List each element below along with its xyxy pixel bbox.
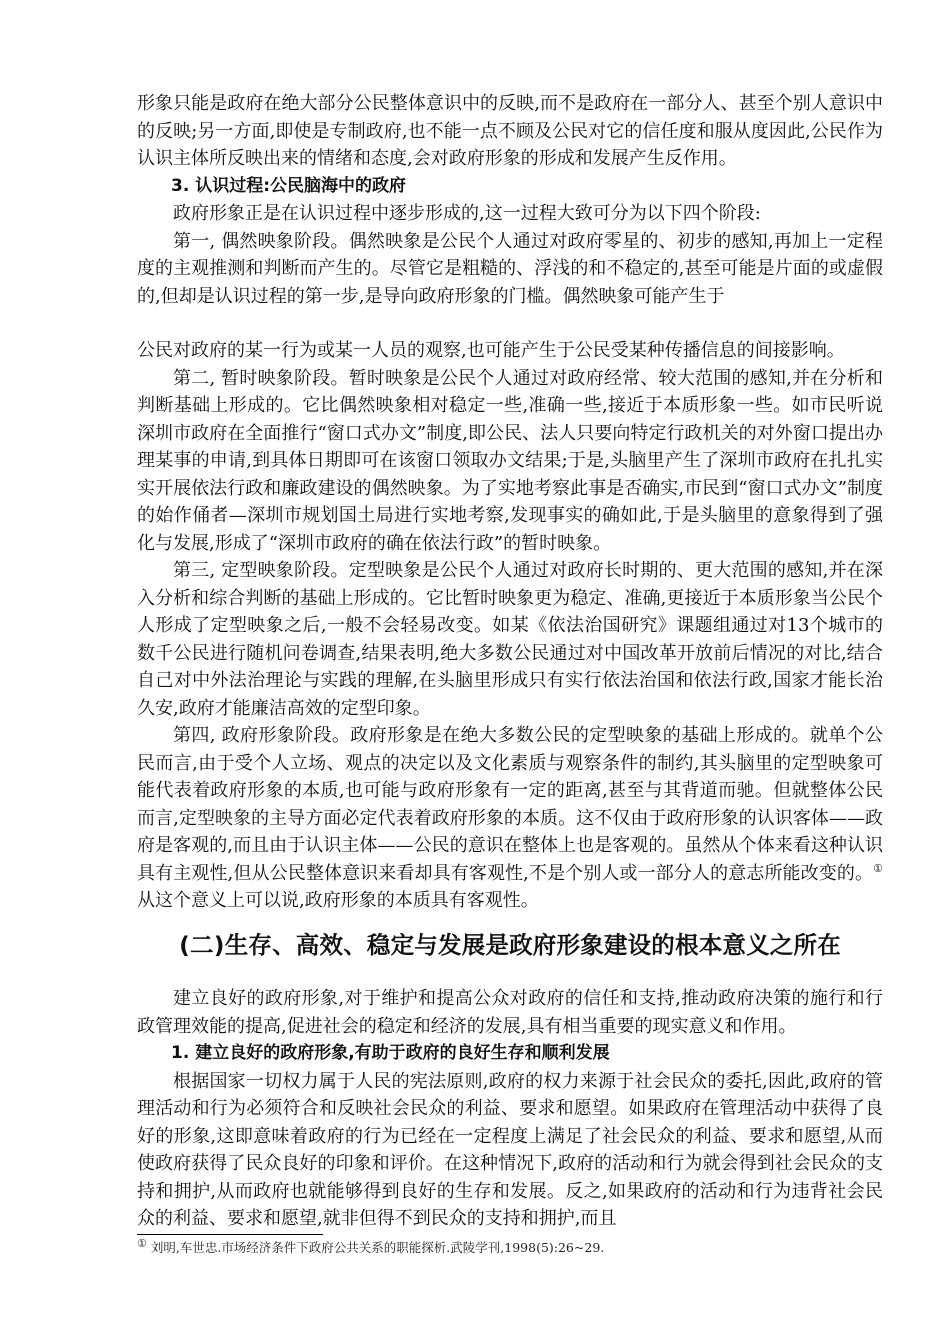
stage-4-text-end: 从这个意义上可以说,政府形象的本质具有客观性。	[137, 890, 539, 911]
middle-text-block	[137, 337, 883, 915]
upper-text-block	[137, 90, 883, 310]
section-heading-block	[137, 932, 883, 960]
section-heading: (二)生存、高效、稳定与发展是政府形象建设的根本意义之所在	[179, 931, 841, 959]
footnote-text: 刘明,车世忠.市场经济条件下政府公共关系的职能探析.武陵学刊,1998(5):26~29.	[150, 1240, 605, 1255]
paragraph-section-intro: 建立良好的政府形象,对于维护和提高公众对政府的信任和支持,推动政府决策的施行和行政管理效能的提高,促进社会的稳定和经济的发展,具有相当重要的现实意义和作用。	[137, 988, 883, 1037]
paragraph-stage-1: 第一, 偶然映象阶段。偶然映象是公民个人通过对政府零星的、初步的感知,再加上一定程度的主观推测和判断而产生的。尽管它是粗糙的、浮浅的和不稳定的,甚至可能是片面的或虚假的,但却是认识过程的第一步,是导向政府形象的门槛。偶然映象可能产生于	[137, 230, 883, 307]
footnote-divider	[137, 1234, 323, 1235]
paragraph-continued: 形象只能是政府在绝大部分公民整体意识中的反映,而不是政府在一部分人、甚至个别人意识中的反映;另一方面,即使是专制政府,也不能一点不顾及公民对它的信任度和服从度因此,公民作为认识主体所反映出来的情绪和态度,会对政府形象的形成和发展产生反作用。	[137, 93, 883, 169]
paragraph-survival-development: 根据国家一切权力属于人民的宪法原则,政府的权力来源于社会民众的委托,因此,政府的管理活动和行为必须符合和反映社会民众的利益、要求和愿望。如果政府在管理活动中获得了良好的形象,这即意味着政府的行为已经在一定程度上满足了社会民众的利益、要求和愿望,从而使政府获得了民众良好的印象和评价。在这种情况下,政府的活动和行为就会得到社会民众的支持和拥护,从而政府也就能够得到良好的生存和发展。反之,如果政府的活动和行为违背社会民众的利益、要求和愿望,就非但得不到民众的支持和拥护,而且	[137, 1070, 883, 1229]
paragraph-stage-4	[137, 722, 883, 915]
lower-text-block	[137, 985, 883, 1233]
subheading-cognition-process: 3. 认识过程:公民脑海中的政府	[171, 175, 407, 196]
footnote-mark: ①	[137, 1236, 147, 1250]
paragraph-stage-1-continued: 公民对政府的某一行为或某一人员的观察,也可能产生于公民受某种传播信息的间接影响。	[137, 340, 845, 361]
paragraph-stage-2: 第二, 暂时映象阶段。暂时映象是公民个人通过对政府经常、较大范围的感知,并在分析和判断基础上形成的。它比偶然映象相对稳定一些,准确一些,接近于本质形象一些。如市民听说深圳市政府在全面推行“窗口式办文”制度,即公民、法人只要向特定行政机关的对外窗口提出办理某事的申请,到具体日期即可在该窗口领取办文结果;于是,头脑里产生了深圳市政府在扎扎实实开展依法行政和廉政建设的偶然映象。为了实地考察此事是否确实,市民到“窗口式办文”制度的始作俑者—深圳市规划国土局进行实地考察,发现事实的确如此,于是头脑里的意象得到了强化与发展,形成了“深圳市政府的确在依法行政”的暂时映象。	[137, 367, 883, 554]
stage-4-text: 第四, 政府形象阶段。政府形象是在绝大多数公民的定型映象的基础上形成的。就单个公民而言,由于受个人立场、观点的决定以及文化素质与观察条件的制约,其头脑里的定型映象可能代表着政府形象的本质,也可能与政府形象有一定的距离,甚至与其背道而驰。但就整体公民而言,定型映象的主导方面必定代表着政府形象的本质。这不仅由于政府形象的认识客体——政府是客观的,而且由于认识主体——公民的意识在整体上也是客观的。虽然从个体来看这种认识具有主观性,但从公民整体意识来看却具有客观性,不是个别人或一部分人的意志所能改变的。	[137, 725, 883, 884]
footnote-reference-mark[interactable]: ①	[873, 861, 883, 875]
subheading-survival-development: 1. 建立良好的政府形象,有助于政府的良好生存和顺利发展	[171, 1043, 610, 1063]
paragraph-stages-intro: 政府形象正是在认识过程中逐步形成的,这一过程大致可分为以下四个阶段:	[173, 203, 761, 224]
paragraph-stage-3: 第三, 定型映象阶段。定型映象是公民个人通过对政府长时期的、更大范围的感知,并在深入分析和综合判断的基础上形成的。它比暂时映象更为稳定、准确,更接近于本质形象当公民个人形成了定型映象之后,一般不会轻易改变。如某《依法治国研究》课题组通过对13个城市的数千公民进行随机问卷调查,结果表明,绝大多数公民通过对中国改革开放前后情况的对比,结合自己对中外法治理论与实践的理解,在头脑里形成只有实行依法治国和依法行政,国家才能长治久安,政府才能廉洁高效的定型印象。	[137, 560, 883, 719]
footnote	[137, 1236, 605, 1256]
